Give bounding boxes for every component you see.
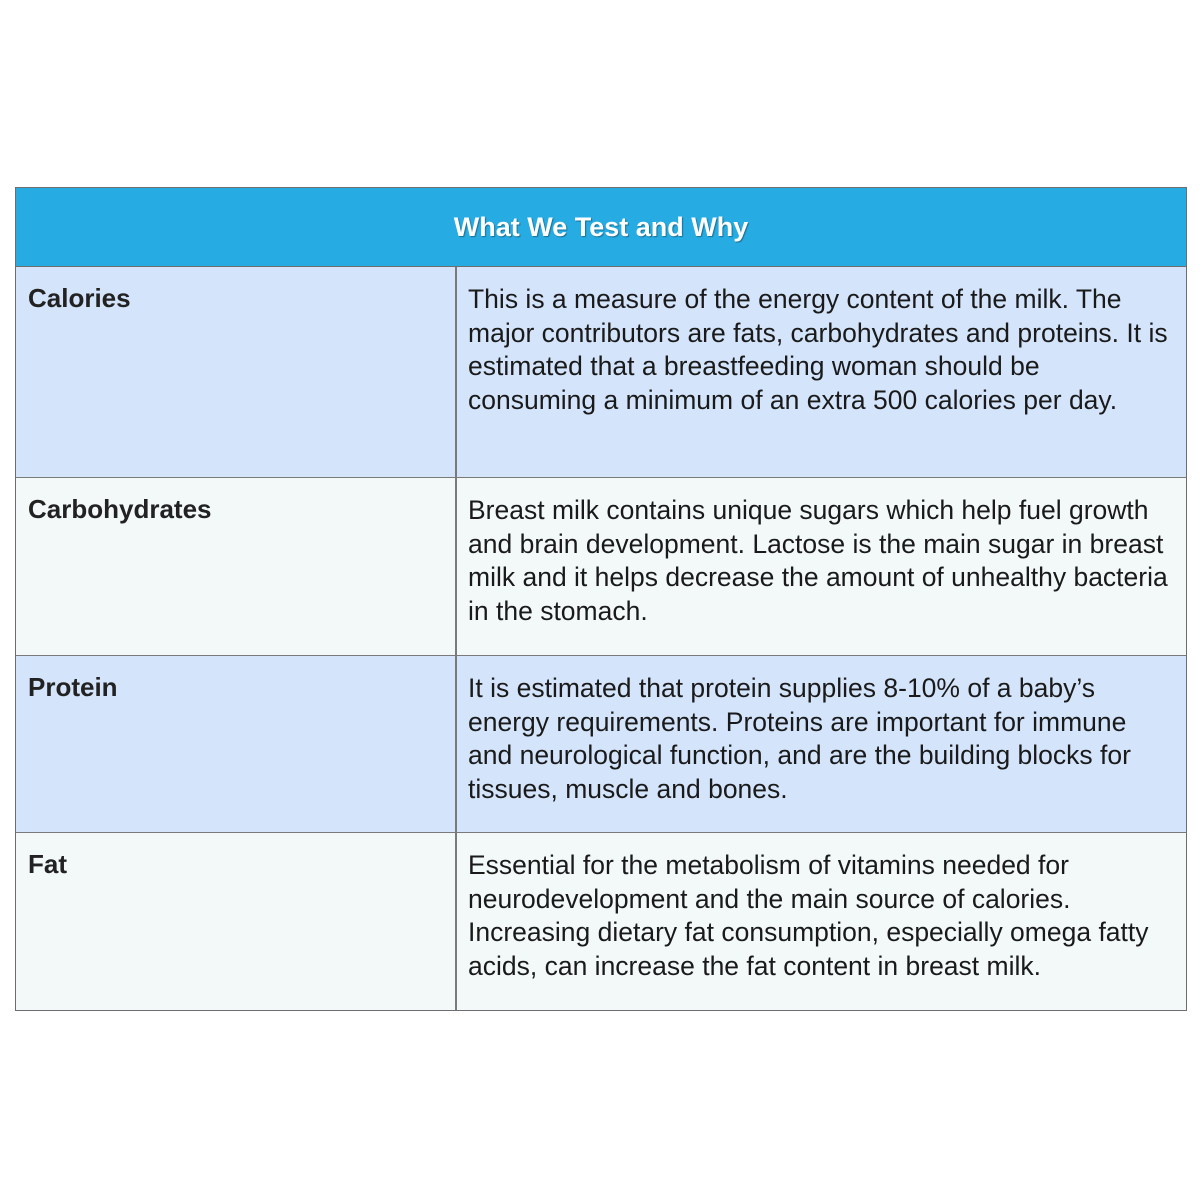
table-row-calories [16, 267, 1186, 478]
row-description [457, 478, 1186, 655]
what-we-test-table [15, 187, 1187, 1011]
row-label: Calories [16, 267, 457, 477]
row-label: Fat [16, 833, 457, 1010]
table-title: What We Test and Why [16, 188, 1186, 267]
description-text: Essential for the metabolism of vitamins needed for neurodevelopment and the main source of calories. Increasing dietary fat consumption, especially omega fatty acids, can increase the fat content in breast milk. [468, 850, 1149, 981]
row-label: Carbohydrates [16, 478, 457, 655]
table-row-carbohydrates [16, 478, 1186, 656]
description-text: It is estimated that protein supplies 8-10% of a baby’s energy requirements. Proteins are important for immune and neurological function, and are the building blocks for tissues, muscle and bones. [468, 673, 1131, 804]
table-row-fat [16, 833, 1186, 1010]
row-description [457, 267, 1186, 477]
table-row-protein [16, 656, 1186, 833]
row-description [457, 833, 1186, 1010]
row-description [457, 656, 1186, 832]
row-label: Protein [16, 656, 457, 832]
description-text: Breast milk contains unique sugars which help fuel growth and brain development. Lactose is the main sugar in breast milk and it helps decrease the amount of unhealthy bacteria in the stomach. [468, 495, 1168, 626]
description-text: This is a measure of the energy content of the milk. The major contributors are fats, carbohydrates and proteins. It is estimated that a breastfeeding woman should be consuming a minimum of an extra 500 calories per day. [468, 284, 1168, 415]
